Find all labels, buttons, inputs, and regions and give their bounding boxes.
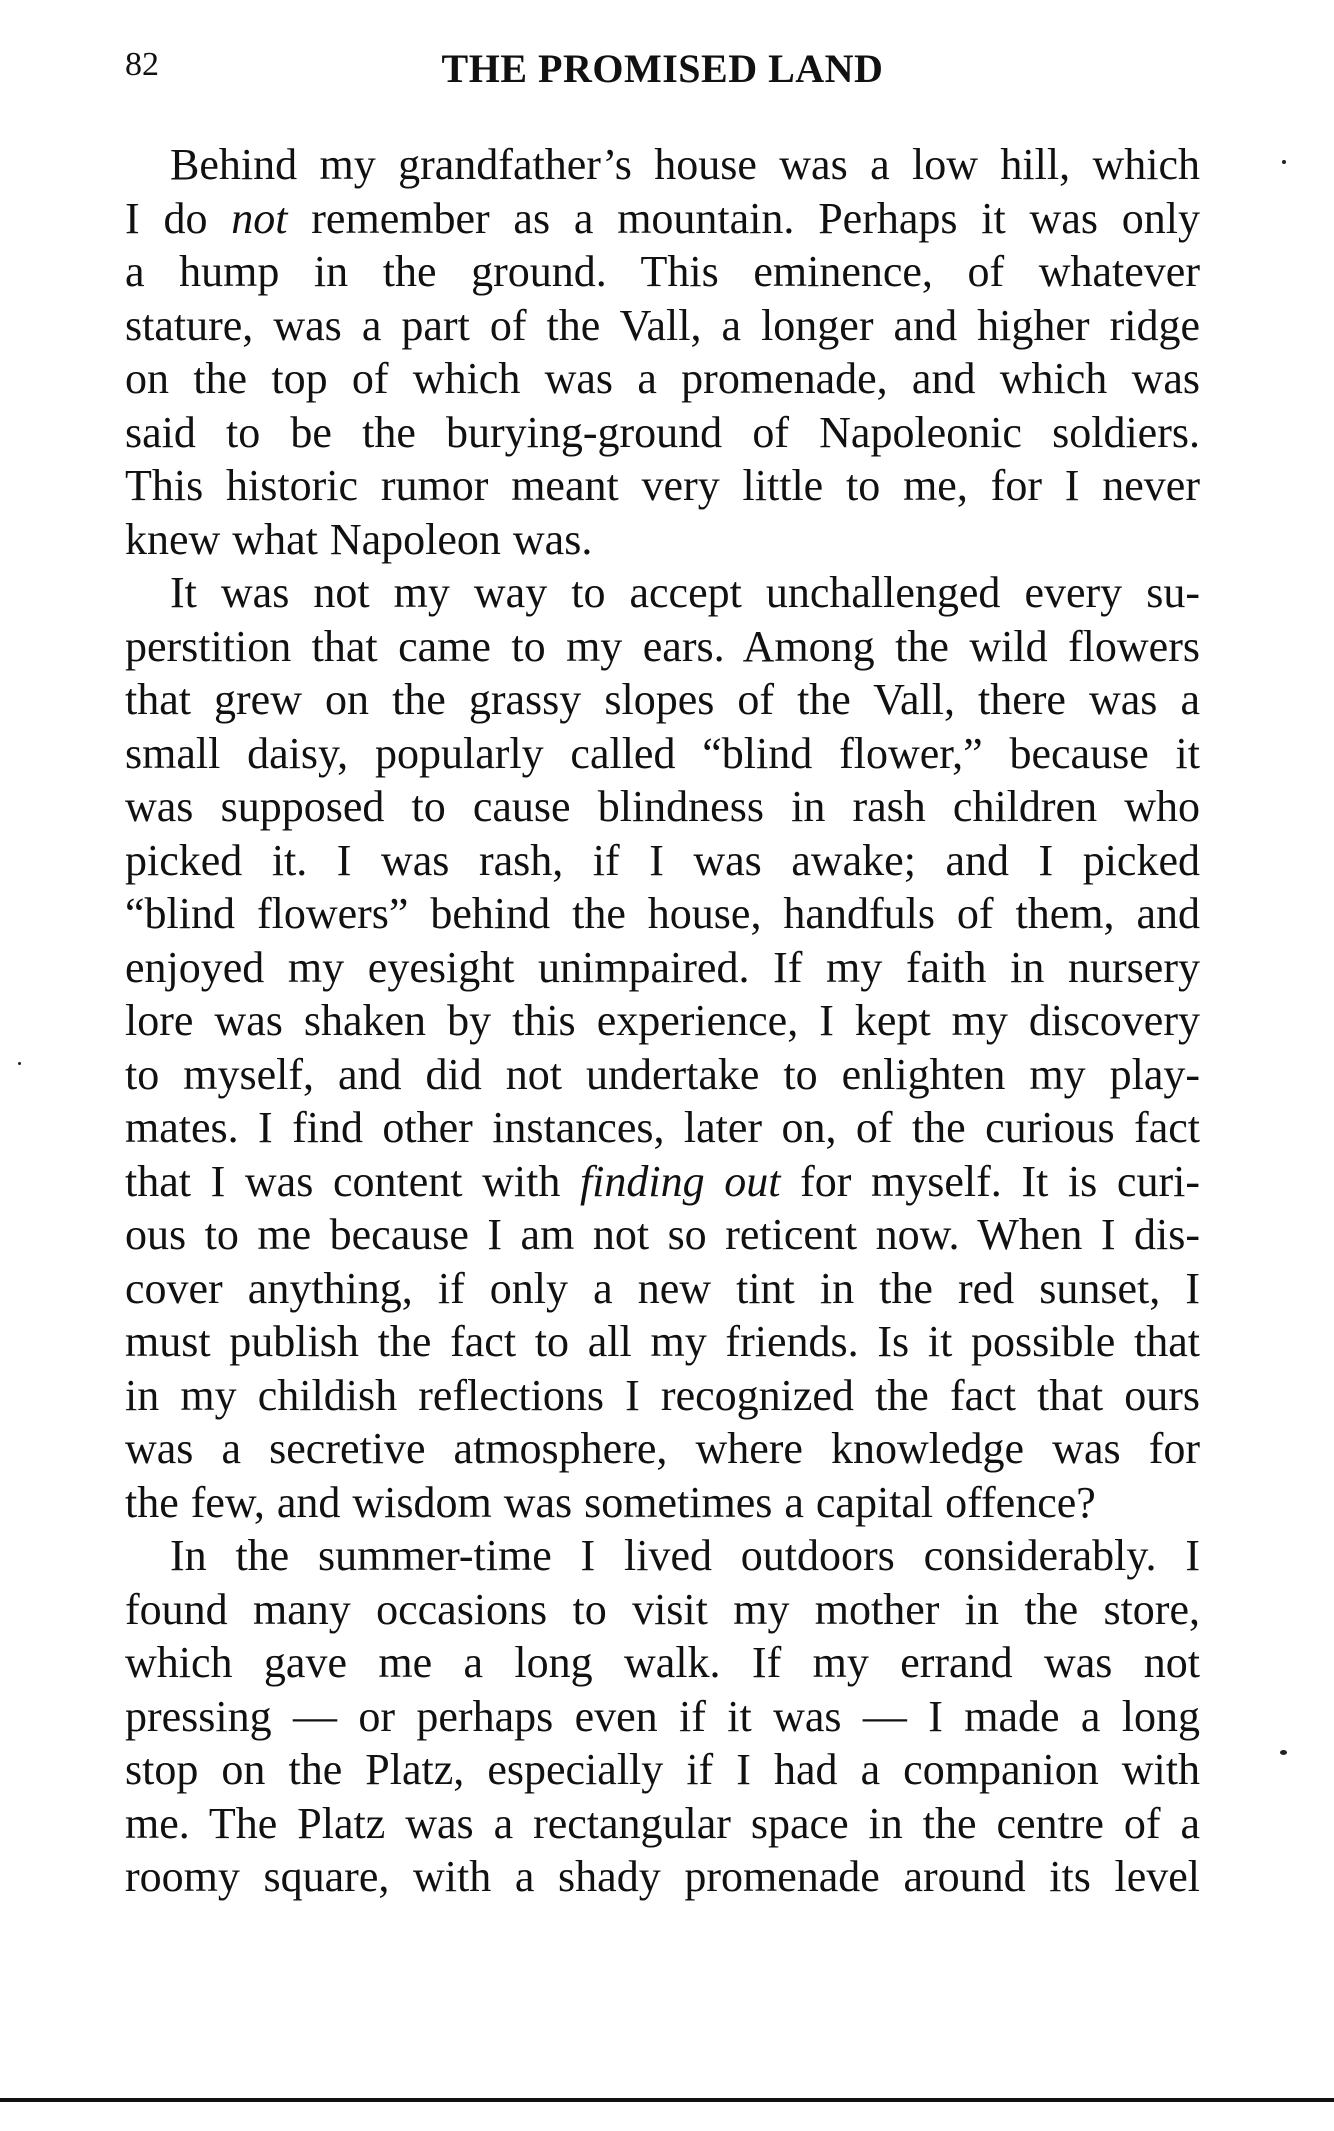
text-line: found many occasions to visit my mother in the store, <box>125 1584 1200 1634</box>
text-line: perstition that came to my ears. Among the wild flowers <box>125 621 1200 671</box>
text-line: roomy square, with a shady promenade around its level <box>125 1852 1200 1901</box>
italic-text: not <box>231 193 288 243</box>
text-line: a hump in the ground. This eminence, of whatever <box>125 247 1200 296</box>
text-line: on the top of which was a promenade, and which was <box>125 354 1200 403</box>
text-line: the few, and wisdom was sometimes a capital offence? <box>125 1477 1096 1527</box>
text-line: ous to me because I am not so reticent now. When I dis- <box>125 1210 1200 1259</box>
text-line: knew what Napoleon was. <box>125 514 593 564</box>
text-line: In the summer-time I lived outdoors considerably. I <box>170 1531 1200 1580</box>
text-line: which gave me a long walk. If my errand was not <box>125 1638 1200 1687</box>
bottom-rule <box>0 2098 1334 2102</box>
text-line: in my childish reflections I recognized the fact that ours <box>125 1370 1200 1420</box>
body-text <box>125 138 1200 1904</box>
text-line: pressing — or perhaps even if it was — I made a long <box>125 1691 1200 1741</box>
print-speck <box>18 1062 21 1065</box>
text-line: enjoyed my eyesight unimpaired. If my faith in nursery <box>125 942 1200 992</box>
text-line: must publish the fact to all my friends. Is it possible that <box>125 1317 1200 1366</box>
page-header <box>125 45 1200 95</box>
text-line: cover anything, if only a new tint in the red sunset, I <box>125 1263 1200 1313</box>
print-speck <box>1280 1750 1287 1755</box>
text-line: It was not my way to accept unchallenged every su- <box>170 568 1200 617</box>
italic-text: finding out <box>579 1156 781 1206</box>
text-line: lore was shaken by this experience, I kept my discovery <box>125 996 1200 1045</box>
page-number: 82 <box>125 46 159 83</box>
text-line: to myself, and did not undertake to enlighten my play- <box>125 1049 1200 1099</box>
text-line: was supposed to cause blindness in rash children who <box>125 782 1200 831</box>
running-head: THE PROMISED LAND <box>441 46 884 91</box>
text-line: mates. I find other instances, later on, of the curious fact <box>125 1103 1200 1152</box>
text-line: This historic rumor meant very little to me, for I never <box>125 461 1200 510</box>
print-speck <box>1282 160 1286 164</box>
text-line: small daisy, popularly called “blind flower,” because it <box>125 728 1200 778</box>
text-line: was a secretive atmosphere, where knowledge was for <box>125 1424 1200 1473</box>
text-line: said to be the burying-ground of Napoleonic soldiers. <box>125 407 1200 457</box>
text-line: stop on the Platz, especially if I had a companion with <box>125 1745 1200 1794</box>
text-line: “blind flowers” behind the house, handfuls of them, and <box>125 889 1200 938</box>
text-line: that I was content with finding out for myself. It is curi- <box>125 1156 1200 1206</box>
text-line: that grew on the grassy slopes of the Vall, there was a <box>125 675 1200 724</box>
text-line: Behind my grandfather’s house was a low hill, which <box>170 140 1200 189</box>
text-line: I do not remember as a mountain. Perhaps it was only <box>125 193 1200 243</box>
text-line: me. The Platz was a rectangular space in the centre of a <box>125 1798 1200 1848</box>
text-line: picked it. I was rash, if I was awake; and I picked <box>125 835 1200 885</box>
text-line: stature, was a part of the Vall, a longer and higher ridge <box>125 300 1200 350</box>
